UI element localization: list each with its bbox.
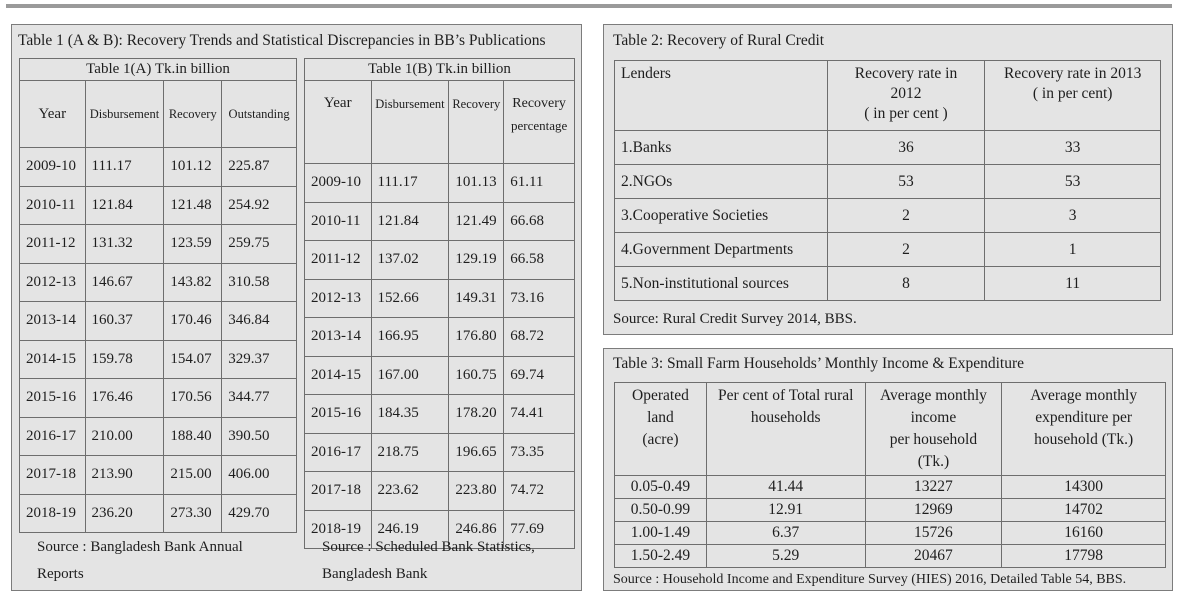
percentage-cell: 73.16 bbox=[504, 279, 575, 318]
year-cell: 2017-18 bbox=[20, 456, 86, 495]
rate-2013-cell: 3 bbox=[985, 199, 1161, 233]
year-cell: 2014-15 bbox=[20, 340, 86, 379]
year-cell: 2011-12 bbox=[20, 225, 86, 264]
year-cell: 2018-19 bbox=[20, 494, 86, 533]
table3-header-income-line3: per household bbox=[889, 431, 978, 448]
outstanding-cell: 429.70 bbox=[222, 494, 297, 533]
table-row bbox=[20, 148, 297, 187]
percent-cell: 6.37 bbox=[706, 522, 865, 545]
recovery-cell: 215.00 bbox=[164, 456, 222, 495]
table-row bbox=[615, 267, 1161, 301]
table1a-header-year: Year bbox=[20, 81, 86, 148]
disbursement-cell: 160.37 bbox=[85, 302, 164, 341]
outstanding-cell: 225.87 bbox=[222, 148, 297, 187]
table-row bbox=[20, 456, 297, 495]
income-cell: 20467 bbox=[865, 545, 1002, 568]
outstanding-cell: 310.58 bbox=[222, 263, 297, 302]
table2-header-2012-line1: Recovery rate in bbox=[854, 65, 958, 82]
table-row bbox=[305, 241, 575, 280]
table-row bbox=[305, 395, 575, 434]
income-cell: 13227 bbox=[865, 476, 1002, 499]
table-row bbox=[305, 164, 575, 203]
rate-2012-cell: 2 bbox=[827, 199, 985, 233]
table3-header-income-line2: income bbox=[910, 409, 957, 426]
table-row bbox=[20, 417, 297, 456]
table-row bbox=[20, 340, 297, 379]
table3-header-income-line4: (Tk.) bbox=[917, 453, 950, 470]
table2-header-2013-line1: Recovery rate in 2013 bbox=[1004, 65, 1142, 82]
table3-header-expenditure-line3: household (Tk.) bbox=[1034, 431, 1134, 448]
percentage-cell: 68.72 bbox=[504, 318, 575, 357]
table-row bbox=[615, 165, 1161, 199]
table3-header-income-line1: Average monthly bbox=[879, 387, 987, 404]
rate-2013-cell: 11 bbox=[985, 267, 1161, 301]
table1a-source-line1: Source : Bangladesh Bank Annual bbox=[37, 539, 243, 555]
percentage-cell: 66.58 bbox=[504, 241, 575, 280]
year-cell: 2011-12 bbox=[305, 241, 372, 280]
table-row bbox=[305, 356, 575, 395]
table-row bbox=[305, 318, 575, 357]
percentage-cell: 69.74 bbox=[504, 356, 575, 395]
disbursement-cell: 213.90 bbox=[85, 456, 164, 495]
percentage-cell: 77.69 bbox=[504, 510, 575, 549]
recovery-cell: 170.56 bbox=[164, 379, 222, 418]
land-cell: 1.50-2.49 bbox=[615, 545, 707, 568]
recovery-cell: 101.12 bbox=[164, 148, 222, 187]
table-row bbox=[615, 476, 1166, 499]
table1b-source-line2: Bangladesh Bank bbox=[322, 566, 428, 582]
year-cell: 2012-13 bbox=[305, 279, 372, 318]
percentage-cell: 74.41 bbox=[504, 395, 575, 434]
recovery-cell: 121.48 bbox=[164, 186, 222, 225]
disbursement-cell: 111.17 bbox=[371, 164, 449, 203]
year-cell: 2010-11 bbox=[305, 202, 372, 241]
table1b-source-line1: Source : Scheduled Bank Statistics, bbox=[322, 539, 535, 555]
table-row bbox=[615, 545, 1166, 568]
table-row bbox=[615, 131, 1161, 165]
rate-2013-cell: 1 bbox=[985, 233, 1161, 267]
disbursement-cell: 159.78 bbox=[85, 340, 164, 379]
year-cell: 2016-17 bbox=[305, 433, 372, 472]
year-cell: 2009-10 bbox=[305, 164, 372, 203]
recovery-cell: 149.31 bbox=[449, 279, 504, 318]
disbursement-cell: 176.46 bbox=[85, 379, 164, 418]
table2-header-2012 bbox=[827, 61, 985, 131]
land-cell: 0.50-0.99 bbox=[615, 499, 707, 522]
recovery-cell: 223.80 bbox=[449, 472, 504, 511]
table3-header-percent-line1: Per cent of Total rural bbox=[717, 387, 854, 404]
disbursement-cell: 210.00 bbox=[85, 417, 164, 456]
table-row bbox=[20, 225, 297, 264]
rate-2013-cell: 53 bbox=[985, 165, 1161, 199]
land-cell: 1.00-1.49 bbox=[615, 522, 707, 545]
table-row bbox=[20, 494, 297, 533]
table3-source: Source : Household Income and Expenditure Survey (HIES) 2016, Detailed Table 54, BBS. bbox=[613, 572, 1127, 587]
recovery-cell: 170.46 bbox=[164, 302, 222, 341]
table1a-source bbox=[37, 534, 292, 588]
outstanding-cell: 329.37 bbox=[222, 340, 297, 379]
expenditure-cell: 14702 bbox=[1002, 499, 1166, 522]
year-cell: 2015-16 bbox=[305, 395, 372, 434]
table2-header-2012-line3: ( in per cent ) bbox=[864, 105, 948, 122]
table2-source: Source: Rural Credit Survey 2014, BBS. bbox=[613, 311, 857, 327]
disbursement-cell: 223.62 bbox=[371, 472, 449, 511]
table1a-header-outstanding: Outstanding bbox=[222, 81, 297, 148]
table2-header-2013 bbox=[985, 61, 1161, 131]
recovery-cell: 178.20 bbox=[449, 395, 504, 434]
table3-header-expenditure-line2: expenditure per bbox=[1035, 409, 1133, 426]
table1a-header-disbursement: Disbursement bbox=[85, 81, 164, 148]
disbursement-cell: 184.35 bbox=[371, 395, 449, 434]
disbursement-cell: 111.17 bbox=[85, 148, 164, 187]
table2-header-2012-line2: 2012 bbox=[890, 85, 922, 102]
table-row bbox=[20, 186, 297, 225]
disbursement-cell: 218.75 bbox=[371, 433, 449, 472]
lender-cell: 4.Government Departments bbox=[615, 233, 828, 267]
lender-cell: 3.Cooperative Societies bbox=[615, 199, 828, 233]
disbursement-cell: 137.02 bbox=[371, 241, 449, 280]
recovery-cell: 123.59 bbox=[164, 225, 222, 264]
percentage-cell: 66.68 bbox=[504, 202, 575, 241]
disbursement-cell: 236.20 bbox=[85, 494, 164, 533]
table3-header-land bbox=[615, 383, 707, 476]
table2-header-2013-line2: ( in per cent) bbox=[1032, 85, 1113, 102]
expenditure-cell: 17798 bbox=[1002, 545, 1166, 568]
outstanding-cell: 254.92 bbox=[222, 186, 297, 225]
rate-2012-cell: 8 bbox=[827, 267, 985, 301]
table-row bbox=[615, 233, 1161, 267]
percentage-cell: 74.72 bbox=[504, 472, 575, 511]
table1b-header-recovery-percentage bbox=[504, 81, 575, 164]
disbursement-cell: 166.95 bbox=[371, 318, 449, 357]
table-row bbox=[305, 472, 575, 511]
table-row bbox=[20, 379, 297, 418]
table1b-header-recovery-line2: percentage bbox=[510, 118, 568, 133]
table-row bbox=[20, 302, 297, 341]
table-row bbox=[615, 199, 1161, 233]
year-cell: 2014-15 bbox=[305, 356, 372, 395]
top-rule bbox=[6, 4, 1172, 8]
rate-2013-cell: 33 bbox=[985, 131, 1161, 165]
percent-cell: 5.29 bbox=[706, 545, 865, 568]
disbursement-cell: 121.84 bbox=[371, 202, 449, 241]
table-row bbox=[305, 202, 575, 241]
rate-2012-cell: 53 bbox=[827, 165, 985, 199]
table3-header-percent bbox=[706, 383, 865, 476]
percentage-cell: 73.35 bbox=[504, 433, 575, 472]
table3-header-land-line3: (acre) bbox=[642, 431, 679, 448]
year-cell: 2013-14 bbox=[20, 302, 86, 341]
table1b-source bbox=[322, 534, 577, 588]
expenditure-cell: 14300 bbox=[1002, 476, 1166, 499]
rate-2012-cell: 2 bbox=[827, 233, 985, 267]
year-cell: 2010-11 bbox=[20, 186, 86, 225]
year-cell: 2012-13 bbox=[20, 263, 86, 302]
outstanding-cell: 344.77 bbox=[222, 379, 297, 418]
recovery-cell: 121.49 bbox=[449, 202, 504, 241]
outstanding-cell: 259.75 bbox=[222, 225, 297, 264]
recovery-cell: 154.07 bbox=[164, 340, 222, 379]
recovery-cell: 188.40 bbox=[164, 417, 222, 456]
year-cell: 2015-16 bbox=[20, 379, 86, 418]
table1a-header-recovery: Recovery bbox=[164, 81, 222, 148]
table3-header-income bbox=[865, 383, 1002, 476]
table1b-header-recovery: Recovery bbox=[449, 81, 504, 164]
table-row bbox=[615, 499, 1166, 522]
table3-header-land-line1: Operated bbox=[632, 387, 689, 404]
table2 bbox=[614, 60, 1161, 301]
disbursement-cell: 131.32 bbox=[85, 225, 164, 264]
percent-cell: 41.44 bbox=[706, 476, 865, 499]
disbursement-cell: 246.19 bbox=[371, 510, 449, 549]
lender-cell: 2.NGOs bbox=[615, 165, 828, 199]
table1b-header-year: Year bbox=[305, 81, 372, 164]
outstanding-cell: 346.84 bbox=[222, 302, 297, 341]
table1b-header-recovery-line1: Recovery bbox=[512, 96, 566, 111]
table-row bbox=[305, 433, 575, 472]
table3 bbox=[614, 382, 1166, 568]
recovery-cell: 176.80 bbox=[449, 318, 504, 357]
table1b bbox=[304, 58, 575, 549]
table2-header-lenders: Lenders bbox=[615, 61, 828, 131]
recovery-cell: 246.86 bbox=[449, 510, 504, 549]
percentage-cell: 61.11 bbox=[504, 164, 575, 203]
income-cell: 12969 bbox=[865, 499, 1002, 522]
year-cell: 2017-18 bbox=[305, 472, 372, 511]
income-cell: 15726 bbox=[865, 522, 1002, 545]
table1b-caption: Table 1(B) Tk.in billion bbox=[305, 59, 575, 81]
lender-cell: 1.Banks bbox=[615, 131, 828, 165]
recovery-cell: 273.30 bbox=[164, 494, 222, 533]
disbursement-cell: 121.84 bbox=[85, 186, 164, 225]
disbursement-cell: 152.66 bbox=[371, 279, 449, 318]
year-cell: 2013-14 bbox=[305, 318, 372, 357]
recovery-cell: 143.82 bbox=[164, 263, 222, 302]
table3-header-expenditure-line1: Average monthly bbox=[1030, 387, 1138, 404]
table1-title: Table 1 (A & B): Recovery Trends and Statistical Discrepancies in BB’s Publications bbox=[18, 32, 546, 49]
table2-title: Table 2: Recovery of Rural Credit bbox=[613, 32, 825, 49]
table-row bbox=[20, 263, 297, 302]
expenditure-cell: 16160 bbox=[1002, 522, 1166, 545]
outstanding-cell: 406.00 bbox=[222, 456, 297, 495]
table1a bbox=[19, 58, 297, 533]
table-row bbox=[305, 279, 575, 318]
lender-cell: 5.Non-institutional sources bbox=[615, 267, 828, 301]
table3-header-percent-line2: households bbox=[750, 409, 821, 426]
year-cell: 2009-10 bbox=[20, 148, 86, 187]
table3-header-land-line2: land bbox=[647, 409, 674, 426]
disbursement-cell: 146.67 bbox=[85, 263, 164, 302]
table1b-header-disbursement: Disbursement bbox=[371, 81, 449, 164]
recovery-cell: 101.13 bbox=[449, 164, 504, 203]
year-cell: 2016-17 bbox=[20, 417, 86, 456]
table-row bbox=[615, 522, 1166, 545]
year-cell: 2018-19 bbox=[305, 510, 372, 549]
recovery-cell: 196.65 bbox=[449, 433, 504, 472]
land-cell: 0.05-0.49 bbox=[615, 476, 707, 499]
recovery-cell: 129.19 bbox=[449, 241, 504, 280]
disbursement-cell: 167.00 bbox=[371, 356, 449, 395]
percent-cell: 12.91 bbox=[706, 499, 865, 522]
table3-header-expenditure bbox=[1002, 383, 1166, 476]
table1a-source-line2: Reports bbox=[37, 566, 84, 582]
table1a-caption: Table 1(A) Tk.in billion bbox=[20, 59, 297, 81]
recovery-cell: 160.75 bbox=[449, 356, 504, 395]
outstanding-cell: 390.50 bbox=[222, 417, 297, 456]
table3-title: Table 3: Small Farm Households’ Monthly Income & Expenditure bbox=[613, 355, 1025, 372]
rate-2012-cell: 36 bbox=[827, 131, 985, 165]
